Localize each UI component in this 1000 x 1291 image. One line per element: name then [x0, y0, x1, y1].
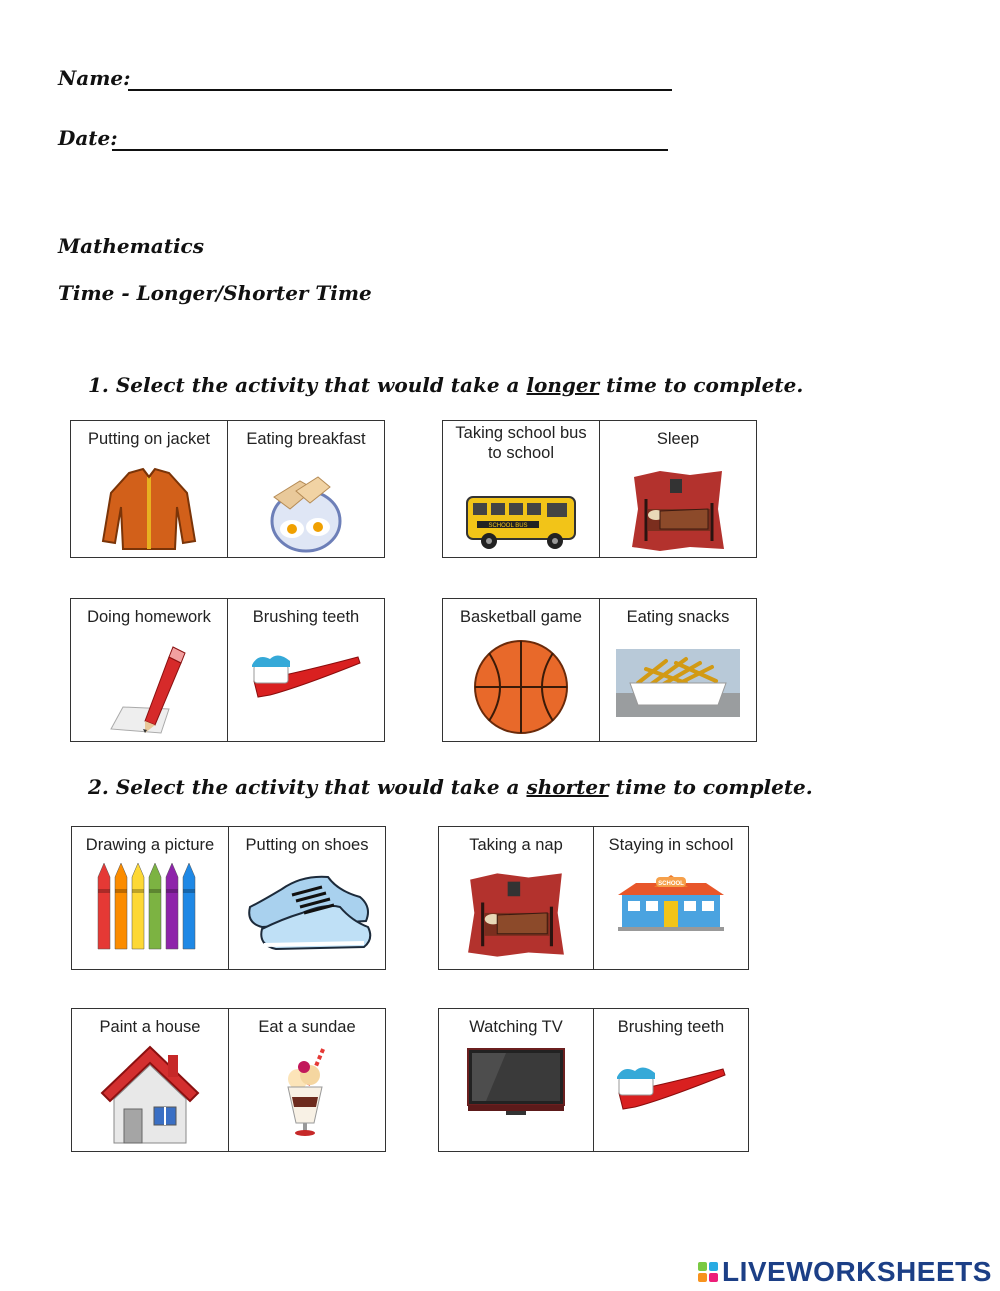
option-sleep[interactable]	[600, 421, 756, 557]
q1-pair-2	[442, 420, 757, 558]
option-eating-snacks[interactable]	[600, 599, 756, 741]
question-1-prefix: 1. Select the activity that would take a	[88, 373, 520, 397]
toothbrush-icon	[228, 651, 384, 703]
option-paint-a-house[interactable]	[72, 1009, 229, 1151]
breakfast-icon	[228, 467, 384, 553]
option-label: Brushing teeth	[252, 608, 360, 626]
option-eating-breakfast[interactable]	[228, 421, 384, 557]
pencil-icon	[71, 637, 227, 737]
q2-pair-2	[438, 826, 749, 970]
option-basketball-game[interactable]	[443, 599, 600, 741]
option-brushing-teeth-2[interactable]	[594, 1009, 748, 1151]
q1-pair-3	[70, 598, 385, 742]
option-label: Basketball game	[460, 608, 582, 626]
bed-icon	[439, 871, 593, 959]
q2-pair-4	[438, 1008, 749, 1152]
option-putting-on-jacket[interactable]	[71, 421, 228, 557]
option-label: Staying in school	[608, 836, 734, 854]
q2-pair-3	[71, 1008, 386, 1152]
option-label: Eating breakfast	[246, 430, 366, 448]
option-label: Drawing a picture	[85, 836, 215, 854]
option-taking-school-bus[interactable]	[443, 421, 600, 557]
bed-icon	[600, 469, 756, 553]
subject-heading: Mathematics	[58, 234, 204, 258]
question-1	[88, 373, 803, 397]
question-1-suffix: time to complete.	[606, 373, 804, 397]
house-icon	[72, 1043, 228, 1147]
question-2-suffix: time to complete.	[615, 775, 813, 799]
option-drawing-a-picture[interactable]	[72, 827, 229, 969]
question-1-keyword: longer	[526, 373, 600, 397]
option-label: Sleep	[656, 430, 700, 448]
toothbrush-icon	[594, 1063, 748, 1115]
q2-pair-1	[71, 826, 386, 970]
date-underline	[112, 149, 668, 151]
q1-pair-4	[442, 598, 757, 742]
basketball-icon	[443, 639, 599, 735]
option-label: Taking a nap	[469, 836, 563, 854]
option-brushing-teeth[interactable]	[228, 599, 384, 741]
crayons-icon	[72, 861, 228, 951]
school-bus-icon	[443, 491, 599, 553]
option-label: Brushing teeth	[617, 1018, 725, 1036]
q1-pair-1	[70, 420, 385, 558]
question-2-keyword: shorter	[526, 775, 609, 799]
logo-squares-icon	[698, 1262, 718, 1282]
sundae-icon	[229, 1045, 385, 1141]
tv-icon	[439, 1047, 593, 1117]
option-label: Watching TV	[469, 1018, 563, 1036]
brand-name: LIVEWORKSHEETS	[722, 1256, 992, 1287]
liveworksheets-logo	[698, 1256, 992, 1288]
question-2-prefix: 2. Select the activity that would take a	[88, 775, 520, 799]
date-label: Date:	[58, 126, 118, 150]
question-2	[88, 775, 813, 799]
option-doing-homework[interactable]	[71, 599, 228, 741]
school-building-icon	[594, 873, 748, 931]
option-label: Paint a house	[99, 1018, 201, 1036]
option-label: Taking school bus to school	[455, 424, 587, 462]
option-label: Putting on shoes	[245, 836, 369, 854]
option-taking-a-nap[interactable]	[439, 827, 594, 969]
name-underline	[128, 89, 672, 91]
name-label: Name:	[58, 66, 131, 90]
svg-text:SCHOOL BUS: SCHOOL BUS	[488, 523, 528, 529]
shoes-icon	[229, 867, 385, 953]
topic-heading: Time - Longer/Shorter Time	[58, 281, 372, 305]
fries-icon	[600, 649, 756, 717]
jacket-icon	[71, 463, 227, 553]
option-staying-in-school[interactable]	[594, 827, 748, 969]
option-putting-on-shoes[interactable]	[229, 827, 385, 969]
svg-text:SCHOOL: SCHOOL	[658, 881, 684, 887]
option-label: Eat a sundae	[258, 1018, 356, 1036]
option-eat-a-sundae[interactable]	[229, 1009, 385, 1151]
option-label: Putting on jacket	[88, 430, 210, 448]
option-label: Eating snacks	[626, 608, 730, 626]
option-label: Doing homework	[87, 608, 211, 626]
option-watching-tv[interactable]	[439, 1009, 594, 1151]
